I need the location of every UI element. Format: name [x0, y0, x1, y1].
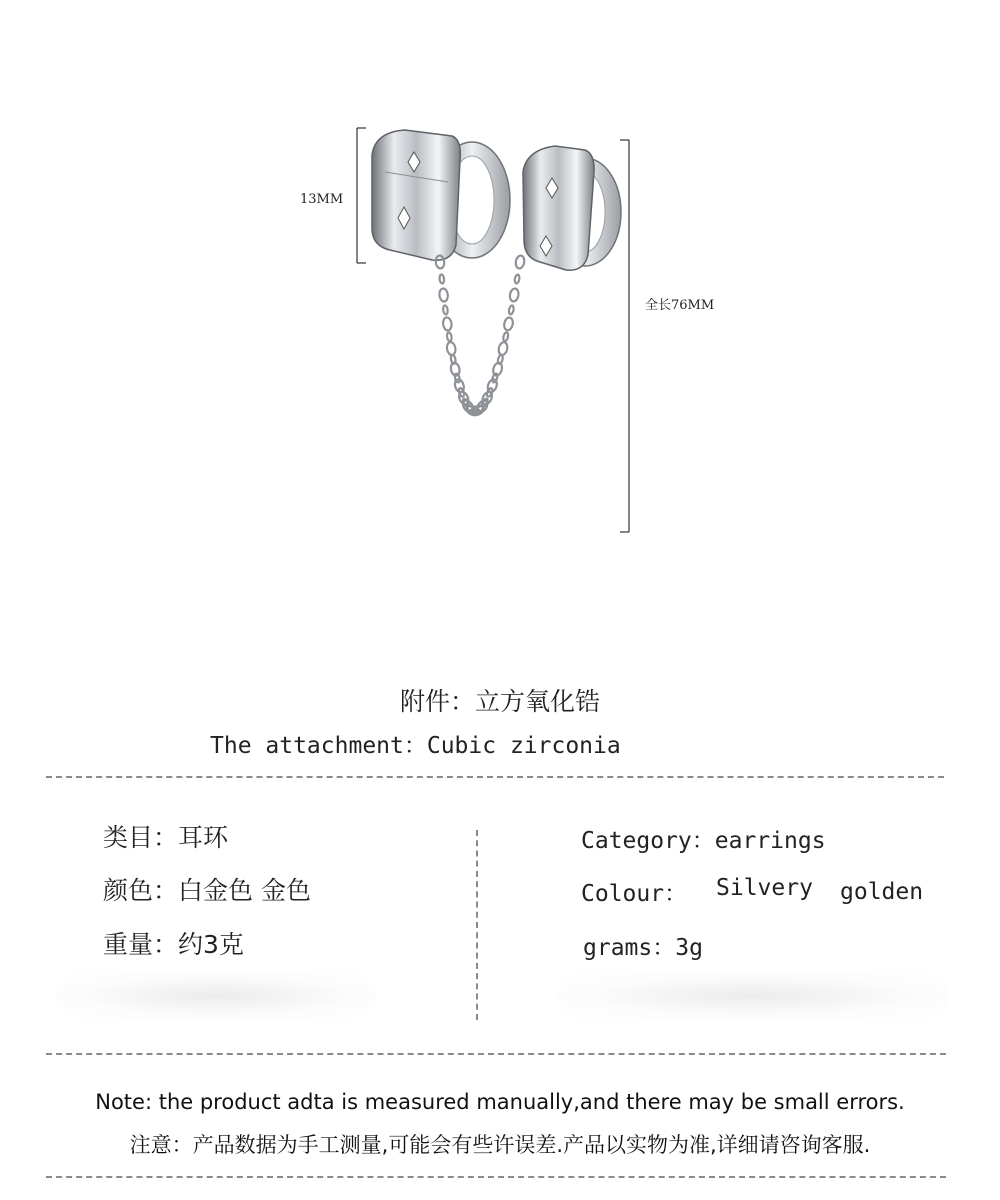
- chain-link: [503, 332, 509, 342]
- decorative-shadow-right: [558, 973, 948, 1019]
- attachment-en: The attachment：Cubic zirconia: [210, 733, 621, 759]
- note-cn: 注意：产品数据为手工测量,可能会有些许误差.产品以实物为准,详细请咨询客服.: [129, 1133, 871, 1157]
- chain-link: [508, 305, 514, 315]
- chain-link: [509, 288, 520, 302]
- chain-link: [497, 341, 508, 356]
- category-en: Category：earrings: [581, 828, 826, 854]
- divider-top: [46, 776, 944, 778]
- chain-link: [515, 255, 525, 269]
- column-divider: [476, 830, 478, 1020]
- divider-middle: [46, 1053, 946, 1055]
- decorative-shadow-left: [56, 973, 376, 1019]
- chain-link: [446, 332, 452, 342]
- colour-en-label: Colour：: [581, 881, 688, 907]
- chain-link: [439, 288, 449, 302]
- length-dimension-label: 全长76MM: [645, 298, 715, 313]
- chain-link: [439, 274, 444, 283]
- weight-cn: 重量：约3克: [103, 930, 244, 959]
- divider-bottom: [46, 1176, 946, 1178]
- height-dimension-label: 13MM: [300, 192, 344, 207]
- left-ear-cuff: [372, 130, 510, 260]
- chain-link: [443, 305, 449, 314]
- colour-cn: 颜色：白金色 金色: [103, 876, 311, 905]
- chain-link: [442, 317, 452, 331]
- category-cn: 类目：耳环: [103, 823, 229, 852]
- height-dimension-bracket: [357, 128, 366, 263]
- note-en: Note: the product adta is measured manually,and there may be small errors.: [95, 1090, 905, 1114]
- colour-en-golden: golden: [840, 879, 924, 905]
- chain-link: [446, 341, 457, 355]
- chain-link: [514, 274, 520, 284]
- chain-link: [503, 317, 514, 331]
- right-ear-cuff: [523, 146, 621, 270]
- grams-en: grams：3g: [583, 935, 703, 961]
- attachment-cn: 附件：立方氧化锆: [399, 687, 600, 716]
- length-dimension-bracket: [620, 140, 629, 532]
- chain: [435, 255, 525, 417]
- colour-en-silvery: Silvery: [716, 875, 813, 901]
